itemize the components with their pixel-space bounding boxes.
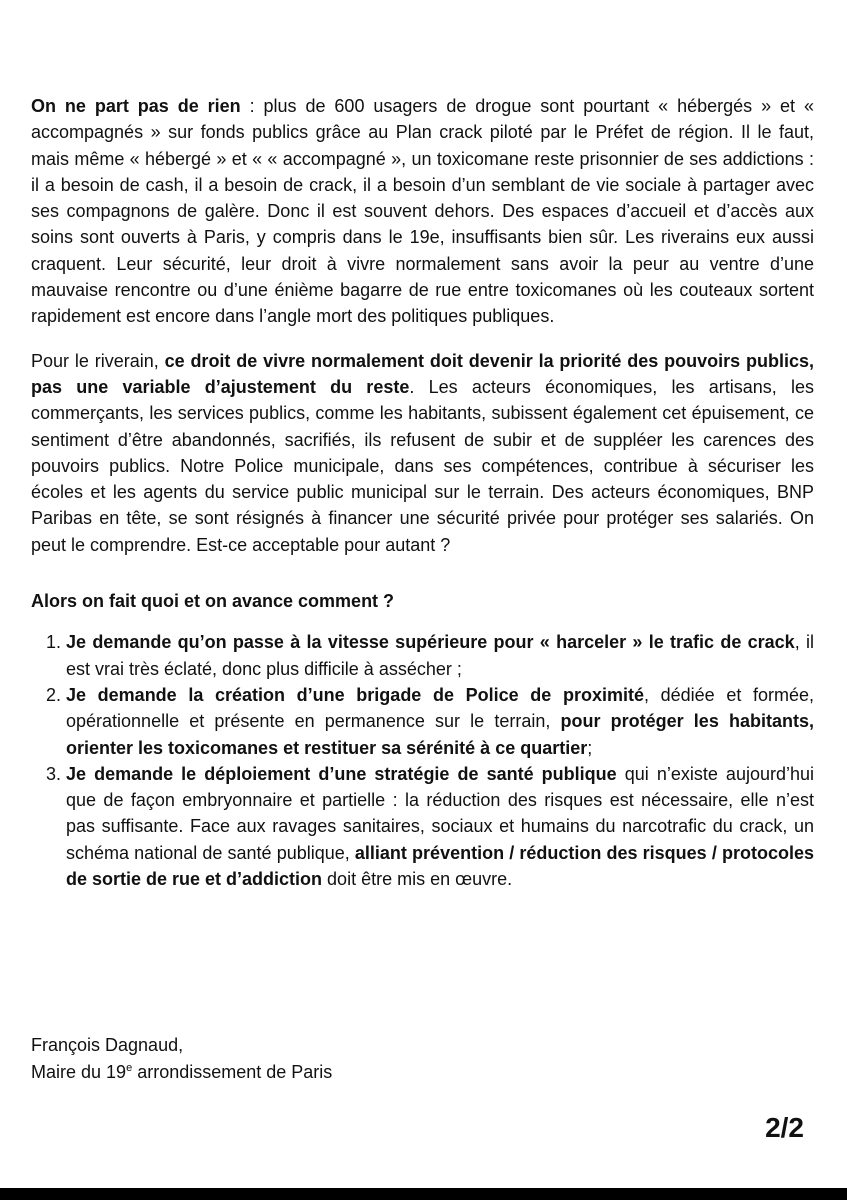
demand-bold-2: alliant prévention / réduction des risques / protocoles de sortie de rue et d’addiction — [66, 842, 814, 890]
demand-bold: Je demande la création d’une brigade de Police de proximité — [66, 684, 644, 705]
demand-text: qui n’existe aujourd’hui que de façon embryonnaire et partielle : la réduction des risques est nécessaire, elle n’est pas suffisante. Face aux ravages sanitaires, sociaux et humains du narcotrafic du crack, un schéma national de santé publique, — [66, 763, 814, 863]
demand-text: , il est vrai très éclaté, donc plus difficile à assécher ; — [66, 632, 814, 679]
demand-number: 1. — [46, 632, 62, 653]
demand-number: 2. — [46, 684, 62, 705]
page-number: 2/2 — [765, 1112, 804, 1143]
paragraph-1-lead: On ne part pas de rien — [31, 96, 241, 116]
demand-bold: Je demande le déploiement d’une stratégie de santé publique — [66, 763, 617, 784]
demands-list — [31, 629, 814, 892]
demand-item-1 — [31, 629, 814, 682]
demand-item-2 — [31, 682, 814, 761]
signatory-name: François Dagnaud, — [31, 1035, 184, 1055]
signatory-title: Maire du 19e arrondissement de Paris — [31, 1061, 333, 1082]
superscript-e: e — [126, 1061, 133, 1074]
paragraph-2-intro: Pour le riverain, — [31, 350, 165, 371]
bottom-bar — [0, 1188, 847, 1200]
demand-text-2: doit être mis en œuvre. — [322, 869, 513, 890]
demand-bold-2: pour protéger les habitants, orienter les toxicomanes et restituer sa sérénité à ce quartier — [66, 711, 814, 758]
demand-number: 3. — [46, 763, 62, 784]
paragraph-1-text: : plus de 600 usagers de drogue sont pourtant « hébergés » et « accompagnés » sur fonds publics grâce au Plan crack piloté par le Préfet de région. Il le faut, mais même « hébergé » et « « accompagné », un toxicomane reste prisonnier de ses addictions : il a besoin de cash, il a besoin de crack, il a besoin d’un semblant de vie sociale à partager avec ses compagnons de galère. Donc il est souvent dehors. Des espaces d’accueil et d’accès aux soins sont ouverts à Paris, y compris dans le 19e, insuffisants bien sûr. Les riverains eux aussi craquent. Leur sécurité, leur droit à vivre normalement sans avoir la peur au ventre d’une mauvaise rencontre ou d’une énième bagarre de rue entre toxicomanes où les couteaux sortent rapidement est encore dans l’angle mort des politiques publiques. — [31, 96, 814, 327]
letter-body — [31, 93, 814, 892]
paragraph-2 — [31, 348, 814, 558]
paragraph-2-bold: ce droit de vivre normalement doit devenir la priorité des pouvoirs publics, pas une variable d’ajustement du reste — [31, 350, 814, 397]
section-heading: Alors on fait quoi et on avance comment ? — [31, 591, 395, 612]
paragraph-2-text: . Les acteurs économiques, les artisans, les commerçants, les services publics, comme les habitants, subissent également cet épuisement, ce sentiment d’être abandonnés, sacrifiés, ils refusent de subir et de suppléer les carences des pouvoirs publics. Notre Police municipale, dans ses compétences, contribue à sécuriser les écoles et les agents du service public municipal sur le terrain. Des acteurs économiques, BNP Paribas en tête, se sont résignés à financer une sécurité privée pour protéger ses salariés. On peut le comprendre. Est-ce acceptable pour autant ? — [31, 376, 814, 555]
demand-bold: Je demande qu’on passe à la vitesse supérieure pour « harceler » le trafic de crack — [66, 632, 795, 653]
demand-text: , dédiée et formée, opérationnelle et présente en permanence sur le terrain, — [66, 684, 814, 732]
signature-block — [31, 1032, 332, 1085]
demand-item-3 — [31, 761, 814, 892]
demand-text-2: ; — [587, 737, 593, 758]
paragraph-1 — [31, 93, 814, 330]
